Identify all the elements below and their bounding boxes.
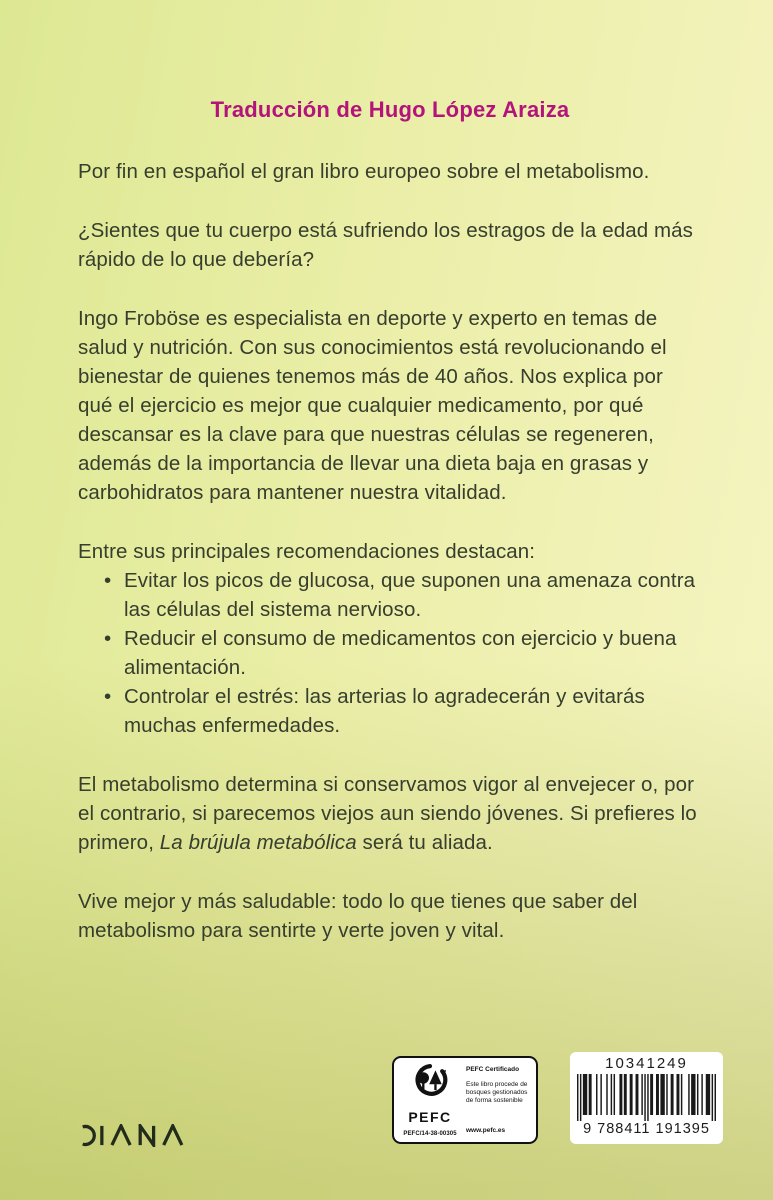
barcode-sticker <box>570 1052 723 1144</box>
paragraph-question: ¿Sientes que tu cuerpo está sufriendo los estragos de la edad más rápido de lo que debería? <box>78 219 694 271</box>
paragraph-tagline: Por fin en español el gran libro europeo sobre el metabolismo. <box>78 160 650 183</box>
pefc-url: www.pefc.es <box>466 1127 506 1134</box>
closing-text-post: será tu aliada. <box>356 831 493 854</box>
list-item: • Evitar los picos de glucosa, que suponen una amenaza contra las células del sistema nervioso. <box>78 566 702 624</box>
closing-text-pre: El metabolismo determina si conservamos vigor al envejecer o, por el contrario, si parecemos viejos aun siendo jóvenes. Si prefieres lo primero, <box>78 773 697 854</box>
translation-credit: Traducción de Hugo López Araiza <box>210 97 570 122</box>
pefc-wordmark: PEFC <box>408 1108 452 1125</box>
diana-publisher-logo <box>76 1124 190 1147</box>
book-title: La brújula metabólica <box>159 831 357 854</box>
synopsis-text-block <box>78 97 702 975</box>
list-item: • Controlar el estrés: las arterias lo agradecerán y evitarás muchas enfermedades. <box>78 682 702 740</box>
paragraph-author-bio: Ingo Froböse es especialista en deporte y experto en temas de salud y nutrición. Con sus conocimientos está revolucionando el bienestar de quienes tenemos más de 40 años. Nos explica por qué el ejercicio es mejor que cualquier medicamento, por qué descansar es la clave para que nuestras células se regeneren, además de la importancia de llevar una dieta baja en grasas y carbohidratos para mantener nuestra vitalidad. <box>78 307 667 504</box>
barcode-top-number: 10341249 <box>605 1055 688 1072</box>
pefc-cert-code: PEFC/14-38-00305 <box>403 1131 457 1137</box>
recommendations-list <box>78 566 702 740</box>
pefc-right-column <box>466 1063 530 1137</box>
paragraph-final: Vive mejor y más saludable: todo lo que tienes que saber del metabolismo para sentirte y verte joven y vital. <box>78 890 638 942</box>
pefc-description: Este libro procede de bosques gestionados de forma sostenible <box>466 1081 528 1104</box>
ean13-barcode <box>577 1074 716 1121</box>
pefc-trees-icon <box>409 1063 451 1102</box>
pefc-title: PEFC Certificado <box>466 1066 520 1073</box>
recommendations-intro: Entre sus principales recomendaciones destacan: <box>78 540 536 563</box>
pefc-left-column <box>399 1063 461 1137</box>
pefc-certification-label <box>392 1056 538 1144</box>
list-item: • Reducir el consumo de medicamentos con ejercicio y buena alimentación. <box>78 624 702 682</box>
paragraph-closing <box>78 770 702 857</box>
barcode-isbn-number: 9 788411 191395 <box>583 1121 710 1137</box>
